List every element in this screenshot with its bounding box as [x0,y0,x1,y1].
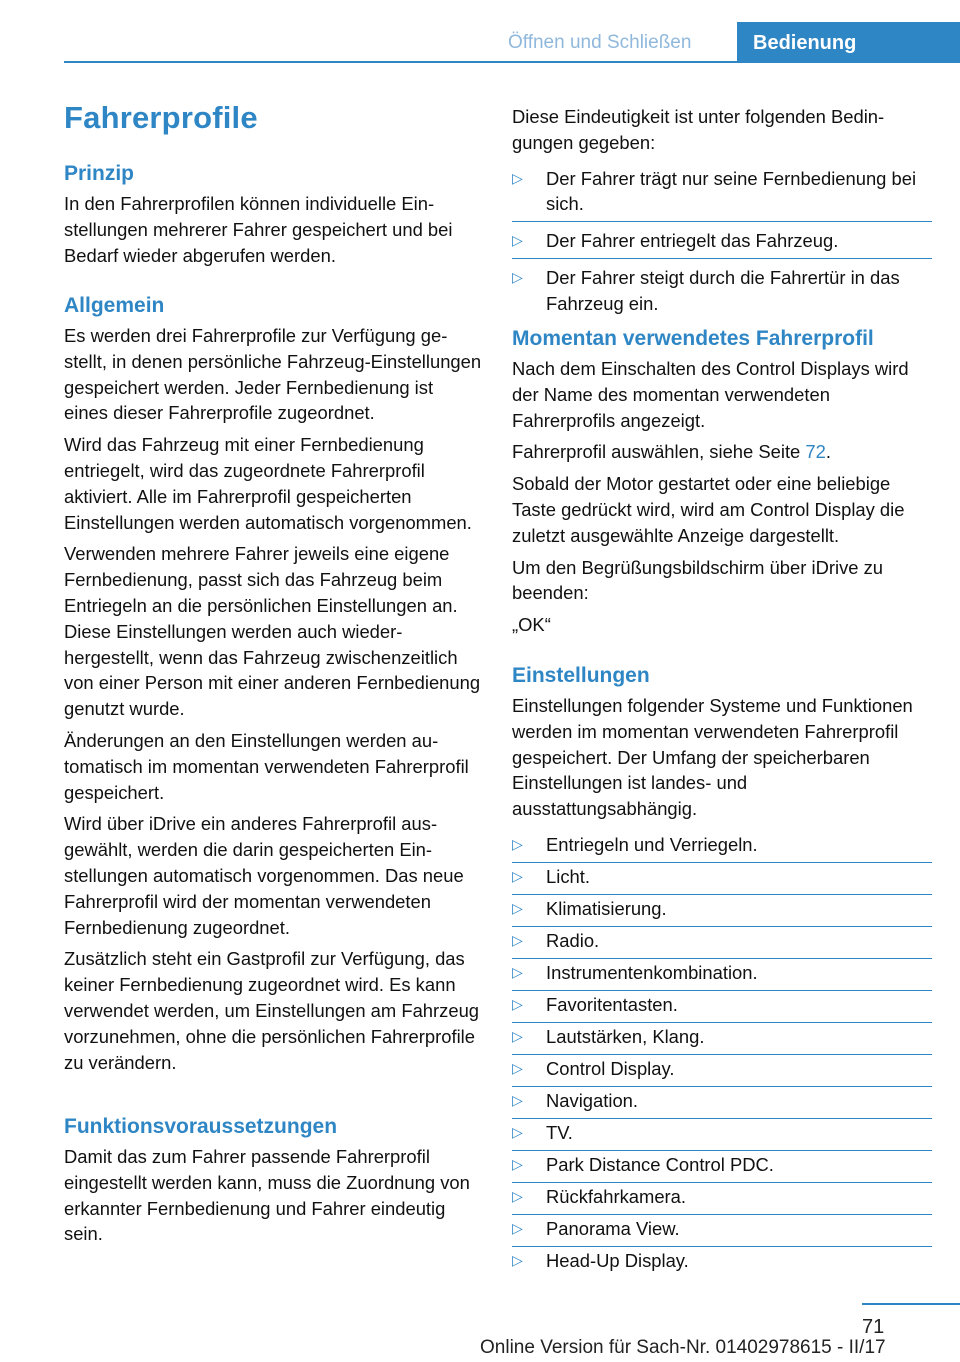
triangle-bullet-icon: ▷ [512,169,523,186]
conditions-intro: Diese Eindeutigkeit ist unter folgenden Bedingungen gegeben: [512,106,885,153]
list-item: ▷ Klimatisierung. [512,896,932,922]
einstellungen-text: Einstellungen folgender Systeme und Funktionen werden im momentan verwendeten Fahrerprofil gespeichert. Der Umfang der speicherbaren Einstellungen ist landes- und ausstattungsabhängig. [512,695,913,820]
allgemein-paragraph: Änderungen an den Einstellungen werden automatisch im momentan verwendeten Fahrerprofil gespeichert. [64,729,469,803]
systems-list [512,832,932,1274]
triangle-bullet-icon: ▷ [512,1251,523,1268]
heading-funktionsvoraussetzungen: Funktionsvoraussetzungen [64,1115,338,1138]
triangle-bullet-icon: ▷ [512,931,523,948]
section-funktionsvoraussetzungen [64,1113,482,1247]
momentan-paragraph: Um den Begrüßungsbildschirm über iDrive zu beenden: [512,556,884,604]
triangle-bullet-icon: ▷ [512,1091,523,1108]
section-conditions [512,104,932,317]
page-reference-link[interactable]: 72 [805,441,826,463]
allgemein-paragraph: Zusätzlich steht ein Gastprofil zur Verfügung, das keiner Fernbedienung zugeordnet wird. Es kann verwendet werden, um Einstellungen am Fahrzeug vorzunehmen, ohne die persönlichen Fahrerprofile zu verändern. [64,948,480,1073]
heading-momentan: Momentan verwendetes Fahrerprofil [512,327,874,350]
allgemein-paragraph: Verwenden mehrere Fahrer jeweils eine eigene Fernbedienung, passt sich das Fahrzeug beim Entriegeln an die persönlichen Einstellungen an. Diese Einstellungen werden auch wiederhergestellt, wenn das Fahrzeug zwischenzeitlich von einer Person mit einer anderen Fernbedienung genutzt wurde. [64,543,481,720]
momentan-paragraph: „OK“ [512,614,551,636]
list-item: ▷ Rückfahrkamera. [512,1184,932,1210]
triangle-bullet-icon: ▷ [512,1219,523,1236]
page-title: Fahrerprofile [64,100,258,135]
triangle-bullet-icon: ▷ [512,995,523,1012]
list-item: ▷ Der Fahrer trägt nur seine Fernbedienung bei sich. [512,166,932,218]
header-rule [64,61,960,63]
heading-prinzip: Prinzip [64,162,135,185]
list-item: ▷ Instrumentenkombination. [512,960,932,986]
list-item: ▷ Entriegeln und Verriegeln. [512,832,932,858]
prinzip-text: In den Fahrerprofilen können individuelle Einstellungen mehrerer Fahrer gespeichert und bei Bedarf wieder abgerufen werden. [64,193,453,266]
header-section-title: Öffnen und Schließen [508,32,692,53]
momentan-paragraph: Nach dem Einschalten des Control Displays wird der Name des momentan verwendeten Fahrerprofils angezeigt. [512,358,909,431]
triangle-bullet-icon: ▷ [512,1155,523,1172]
triangle-bullet-icon: ▷ [512,1187,523,1204]
header-chapter-tab: Bedienung [737,22,960,63]
list-item: ▷ Favoritentasten. [512,992,932,1018]
allgemein-paragraph: Es werden drei Fahrerprofile zur Verfügung gestellt, in denen persönliche Fahrzeug-Einstellungen gespeichert werden. Jeder Fernbedienung ist eines dieser Fahrerprofile zugeordnet. [64,325,482,424]
section-prinzip [64,160,482,268]
allgemein-paragraph: Wird das Fahrzeug mit einer Fernbedienung entriegelt, wird das zugeordnete Fahrerprofil aktiviert. Alle im Fahrerprofil gespeicherten Einstellungen werden automatisch vorgenommen. [64,434,472,533]
triangle-bullet-icon: ▷ [512,1027,523,1044]
list-item: ▷ Der Fahrer steigt durch die Fahrertür in das Fahrzeug ein. [512,266,900,314]
list-item: ▷ TV. [512,1120,932,1146]
section-momentan [512,325,932,638]
list-item: ▷ Licht. [512,864,932,890]
page-number: 71 [862,1316,885,1338]
section-allgemein [64,292,482,1075]
triangle-bullet-icon: ▷ [512,268,523,285]
list-item: ▷ Der Fahrer entriegelt das Fahrzeug. [512,228,932,254]
list-item: ▷ Lautstärken, Klang. [512,1024,932,1050]
momentan-paragraph: Sobald der Motor gestartet oder eine beliebige Taste gedrückt wird, wird am Control Display die zuletzt ausgewählte Anzeige dargestellt. [512,473,905,546]
list-item: ▷ Radio. [512,928,932,954]
list-item: ▷ Head-Up Display. [512,1248,932,1274]
triangle-bullet-icon: ▷ [512,1123,523,1140]
footer-version-text: Online Version für Sach-Nr. 01402978615 - II/17 [480,1337,886,1358]
list-item: ▷ Panorama View. [512,1216,932,1242]
list-item: ▷ Control Display. [512,1056,932,1082]
list-item: ▷ Navigation. [512,1088,932,1114]
footer-rule [862,1303,960,1305]
momentan-paragraph: Fahrerprofil auswählen, siehe Seite 72. [512,441,831,463]
list-item: ▷ Park Distance Control PDC. [512,1152,932,1178]
heading-allgemein: Allgemein [64,294,165,317]
triangle-bullet-icon: ▷ [512,835,523,852]
triangle-bullet-icon: ▷ [512,1059,523,1076]
triangle-bullet-icon: ▷ [512,899,523,916]
section-einstellungen [512,662,932,1274]
funktion-text: Damit das zum Fahrer passende Fahrerprofil eingestellt werden kann, muss die Zuordnung von erkannter Fernbedienung und Fahrer eindeutig sein. [64,1146,470,1245]
triangle-bullet-icon: ▷ [512,963,523,980]
heading-einstellungen: Einstellungen [512,664,650,687]
allgemein-paragraph: Wird über iDrive ein anderes Fahrerprofil ausgewählt, werden die darin gespeicherten Einstellungen automatisch vorgenommen. Das neue Fahrerprofil wird der momentan verwendeten Fernbedienung zugeordnet. [64,813,464,938]
conditions-list [512,166,932,317]
triangle-bullet-icon: ▷ [512,867,523,884]
triangle-bullet-icon: ▷ [512,232,523,249]
